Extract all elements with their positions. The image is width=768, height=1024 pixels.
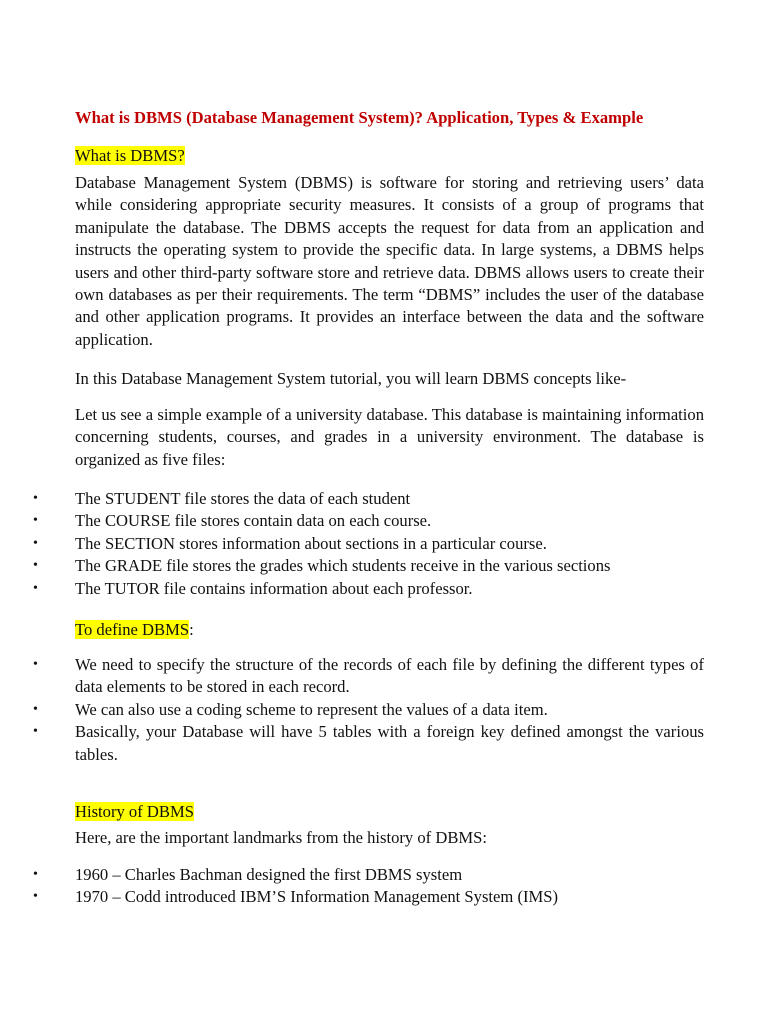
list-item <box>0 721 704 766</box>
paragraph-tutorial-intro: In this Database Management System tutorial, you will learn DBMS concepts like- <box>75 369 627 388</box>
list-item <box>0 533 704 555</box>
list-item-text: The COURSE file stores contain data on each course. <box>75 511 432 531</box>
bullet-icon: • <box>33 535 38 551</box>
bullet-icon: • <box>33 491 38 506</box>
bullet-icon: • <box>33 580 38 596</box>
heading-history-of-dbms-text: History of DBMS <box>75 802 194 821</box>
bullet-icon: • <box>33 867 38 882</box>
heading-to-define-dbms <box>75 619 194 641</box>
list-item <box>0 864 704 886</box>
list-item <box>0 510 704 532</box>
list-item-text: We need to specify the structure of the records of each file by defining the different types of data elements to be stored in each record. <box>75 655 704 697</box>
document-title: What is DBMS (Database Management System)? Application, Types & Example <box>75 108 644 127</box>
heading-what-is-dbms <box>75 145 185 167</box>
bullet-icon: • <box>33 701 38 717</box>
heading-colon: : <box>189 620 194 639</box>
paragraph-history-intro: Here, are the important landmarks from the history of DBMS: <box>75 828 487 847</box>
heading-history-of-dbms <box>75 801 194 823</box>
list-item-text: The SECTION stores information about sections in a particular course. <box>75 533 547 553</box>
bullet-icon: • <box>33 558 38 574</box>
paragraph-university-example: Let us see a simple example of a university database. This database is maintaining information concerning students, courses, and grades in a university environment. The database is organized as five files: <box>75 405 704 469</box>
list-item-text: Basically, your Database will have 5 tables with a foreign key defined amongst the various tables. <box>75 722 704 764</box>
list-item <box>0 699 704 721</box>
list-item-text: The TUTOR file contains information about each professor. <box>75 578 473 598</box>
paragraph-dbms-definition: Database Management System (DBMS) is software for storing and retrieving users’ data while considering appropriate security measures. It consists of a group of programs that manipulate the database. The DBMS accepts the request for data from an application and instructs the operating system to provide the specific data. In large systems, a DBMS helps users and other third-party software store and retrieve data. DBMS allows users to create their own databases as per their requirements. The term “DBMS” includes the user of the database and other application programs. It provides an interface between the data and the software application. <box>75 173 704 349</box>
bullet-icon: • <box>33 724 38 740</box>
list-define-dbms <box>0 654 768 766</box>
list-item-text: We can also use a coding scheme to represent the values of a data item. <box>75 699 548 719</box>
list-item <box>0 555 704 577</box>
bullet-icon: • <box>33 889 38 905</box>
list-item <box>0 654 704 699</box>
list-item-text: The STUDENT file stores the data of each student <box>75 489 411 508</box>
list-university-files <box>0 488 768 600</box>
list-item-text: 1960 – Charles Bachman designed the first DBMS system <box>75 865 463 884</box>
bullet-icon: • <box>33 657 38 672</box>
bullet-icon: • <box>33 513 38 529</box>
list-item <box>0 886 704 908</box>
heading-what-is-dbms-text: What is DBMS? <box>75 146 185 165</box>
list-history-landmarks <box>0 864 768 909</box>
list-item <box>0 578 704 600</box>
list-item-text: The GRADE file stores the grades which students receive in the various sections <box>75 556 611 576</box>
list-item-text: 1970 – Codd introduced IBM’S Information Management System (IMS) <box>75 887 559 907</box>
heading-to-define-dbms-text: To define DBMS <box>75 620 190 639</box>
list-item <box>0 488 704 510</box>
